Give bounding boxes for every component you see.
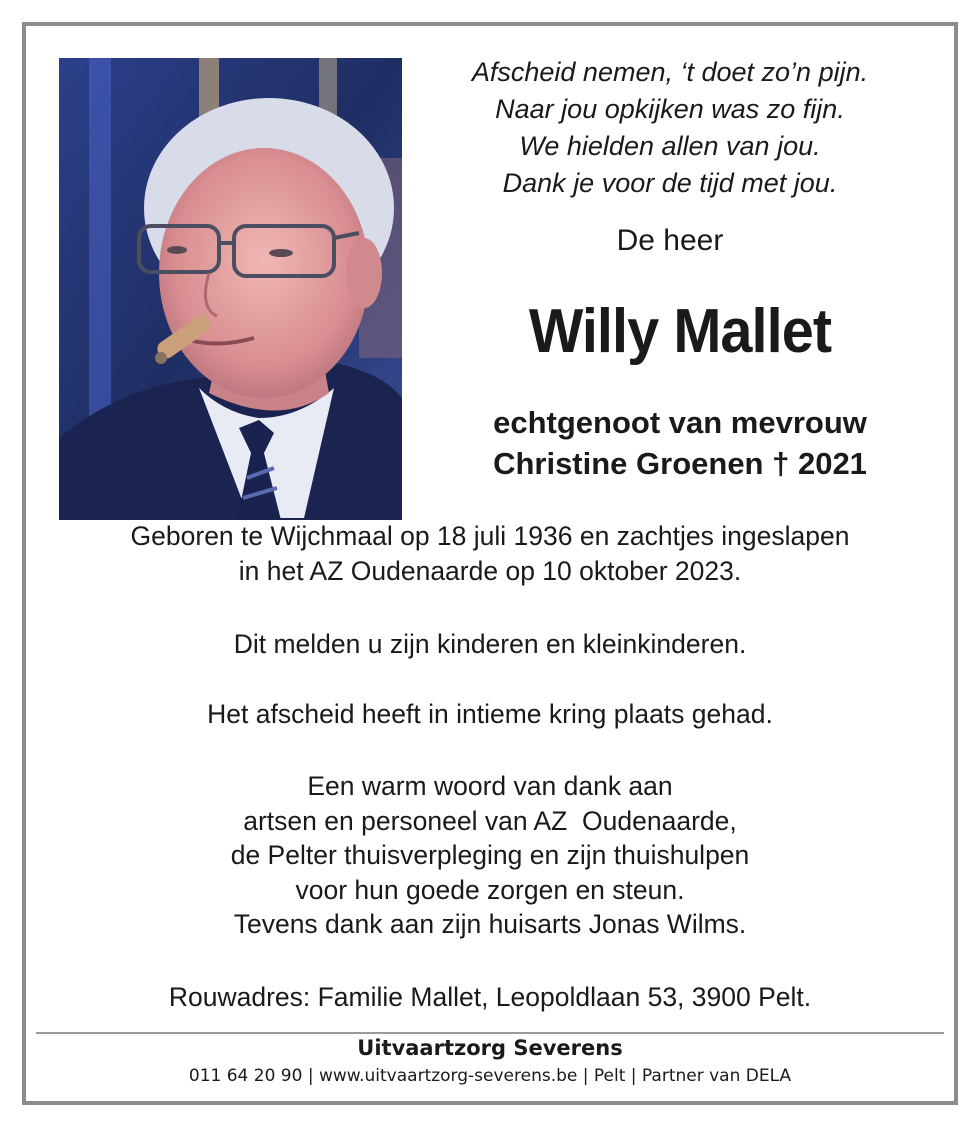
- mourning-address: Rouwadres: Familie Mallet, Leopoldlaan 53, 3900 Pelt.: [168, 982, 812, 1012]
- poem-line: We hielden allen van jou.: [519, 131, 821, 161]
- spouse-info: [410, 402, 950, 484]
- birth-death-info: [30, 519, 950, 588]
- poem: [410, 54, 930, 202]
- farewell-note: Het afscheid heeft in intieme kring plaats gehad.: [207, 699, 773, 729]
- spouse-line-1: echtgenoot van mevrouw: [493, 405, 867, 440]
- portrait-photo: [59, 58, 402, 520]
- poem-line: Afscheid nemen, ‘t doet zo’n pijn.: [471, 57, 869, 87]
- thanks-line: Een warm woord van dank aan: [307, 771, 673, 801]
- thanks-section: [30, 769, 950, 942]
- spouse-line-2: Christine Groenen † 2021: [493, 446, 867, 481]
- poem-line: Dank je voor de tijd met jou.: [502, 168, 838, 198]
- deceased-name: Willy Mallet: [528, 297, 832, 366]
- thanks-line: de Pelter thuisverpleging en zijn thuishulpen: [230, 840, 750, 870]
- thanks-line: voor hun goede zorgen en steun.: [295, 874, 685, 905]
- footer-divider: [36, 1032, 944, 1034]
- salutation: De heer: [616, 224, 724, 257]
- funeral-company: Uitvaartzorg Severens: [357, 1036, 623, 1060]
- poem-line: Naar jou opkijken was zo fijn.: [495, 94, 845, 124]
- thanks-line: Tevens dank aan zijn huisarts Jonas Wilms.: [233, 909, 747, 939]
- funeral-company-contact: 011 64 20 90 | www.uitvaartzorg-severens.be | Pelt | Partner van DELA: [188, 1066, 792, 1086]
- birth-death-line-1: Geboren te Wijchmaal op 18 juli 1936 en zachtjes ingeslapen: [130, 521, 850, 551]
- birth-death-line-2: in het AZ Oudenaarde op 10 oktober 2023.: [238, 555, 742, 586]
- announcement: Dit melden u zijn kinderen en kleinkinderen.: [233, 629, 747, 659]
- thanks-line: artsen en personeel van AZ Oudenaarde,: [243, 805, 737, 836]
